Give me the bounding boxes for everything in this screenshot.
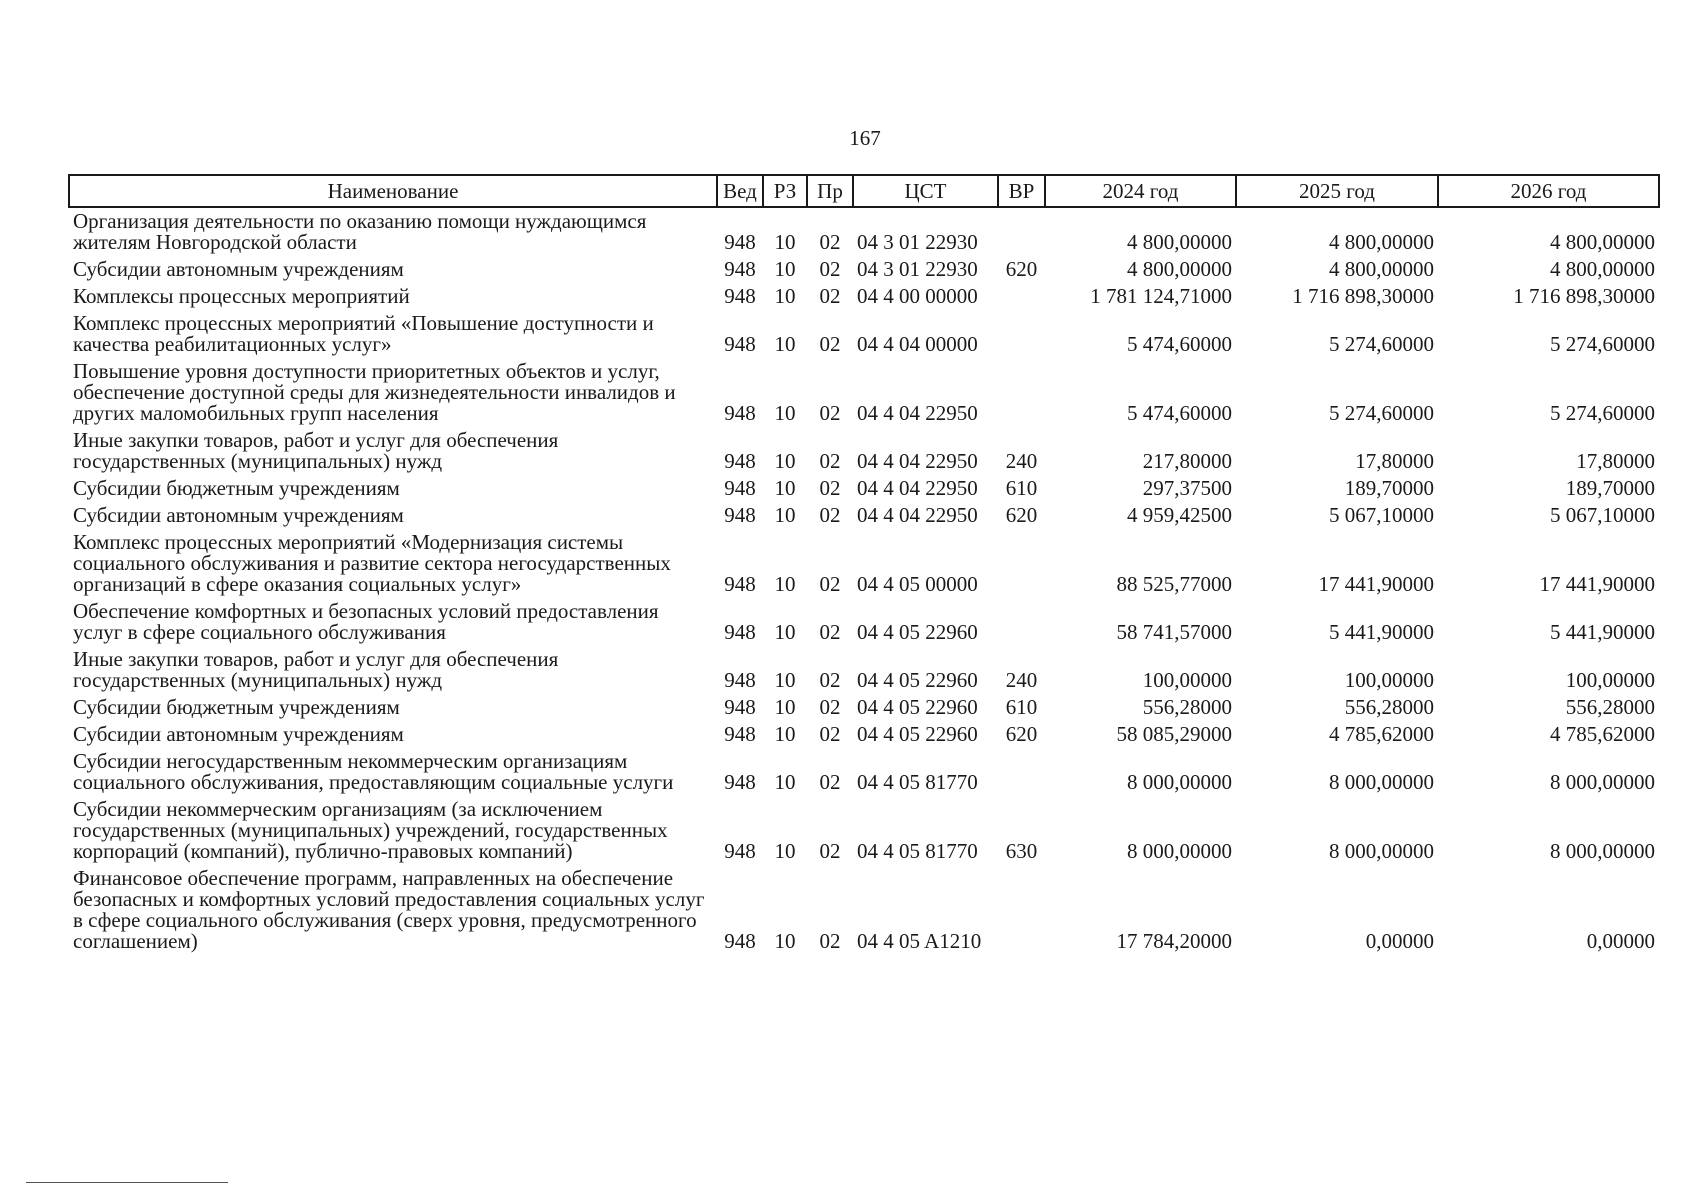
table-row <box>69 748 1659 796</box>
cell-name: Субсидии некоммерческим организациям (за исключением государственных (муниципальных) учреждений, государственных корпораций (компаний), публично-правовых компаний) <box>73 797 668 863</box>
table-row <box>69 283 1659 310</box>
cell-2025: 8 000,00000 <box>1329 839 1434 863</box>
cell-rz: 10 <box>774 722 796 746</box>
cell-cst: 04 4 04 22950 <box>857 503 978 527</box>
cell-pr: 02 <box>819 449 841 473</box>
cell-pr: 02 <box>819 620 841 644</box>
cell-rz: 10 <box>774 401 796 425</box>
cell-name: Комплекс процессных мероприятий «Модернизация системы социального обслуживания и развитие сектора негосударственных организаций в сфере оказания социальных услуг» <box>73 530 671 596</box>
cell-cst: 04 4 05 22960 <box>857 695 978 719</box>
cell-ved: 948 <box>724 839 756 863</box>
cell-cst: 04 3 01 22930 <box>857 257 978 281</box>
cell-2024: 4 959,42500 <box>1127 503 1232 527</box>
table-row <box>69 646 1659 694</box>
cell-2024: 1 781 124,71000 <box>1090 284 1232 308</box>
cell-vr <box>998 358 1045 427</box>
cell-rz: 10 <box>774 668 796 692</box>
cell-cst: 04 4 05 00000 <box>857 572 978 596</box>
table-row <box>69 256 1659 283</box>
cell-rz: 10 <box>774 770 796 794</box>
table-row <box>69 865 1659 955</box>
cell-2026: 5 441,90000 <box>1550 620 1655 644</box>
cell-pr: 02 <box>819 284 841 308</box>
cell-ved: 948 <box>724 695 756 719</box>
cell-pr: 02 <box>819 230 841 254</box>
cell-ved: 948 <box>724 668 756 692</box>
cell-ved: 948 <box>724 620 756 644</box>
cell-2024: 297,37500 <box>1142 476 1232 500</box>
cell-name: Субсидии бюджетным учреждениям <box>73 695 400 719</box>
table-body <box>69 207 1659 955</box>
cell-name: Субсидии автономным учреждениям <box>73 257 404 281</box>
cell-ved: 948 <box>724 770 756 794</box>
cell-vr: 610 <box>1005 695 1038 719</box>
cell-2025: 4 800,00000 <box>1329 257 1434 281</box>
header-row <box>69 175 1659 207</box>
cell-2026: 17 441,90000 <box>1539 572 1655 596</box>
cell-rz: 10 <box>774 620 796 644</box>
cell-pr: 02 <box>819 401 841 425</box>
cell-name: Повышение уровня доступности приоритетных объектов и услуг, обеспечение доступной среды для жизнедеятельности инвалидов и других маломобильных групп населения <box>73 359 676 425</box>
cell-ved: 948 <box>724 401 756 425</box>
header-2024: 2024 год <box>1045 175 1236 207</box>
header-2025: 2025 год <box>1236 175 1438 207</box>
cell-2026: 8 000,00000 <box>1550 770 1655 794</box>
cell-2024: 8 000,00000 <box>1127 770 1232 794</box>
cell-2024: 17 784,20000 <box>1116 929 1232 953</box>
cell-pr: 02 <box>819 332 841 356</box>
cell-pr: 02 <box>819 503 841 527</box>
header-vr: ВР <box>998 175 1045 207</box>
cell-name: Комплекс процессных мероприятий «Повышение доступности и качества реабилитационных услуг» <box>73 311 654 356</box>
cell-name: Комплексы процессных мероприятий <box>73 284 410 308</box>
cell-rz: 10 <box>774 257 796 281</box>
table-row <box>69 310 1659 358</box>
cell-vr: 620 <box>1005 257 1038 281</box>
cell-2025: 0,00000 <box>1365 929 1434 953</box>
cell-2025: 1 716 898,30000 <box>1292 284 1434 308</box>
cell-ved: 948 <box>724 503 756 527</box>
cell-vr <box>998 598 1045 646</box>
table-row <box>69 207 1659 256</box>
header-pr: Пр <box>807 175 853 207</box>
cell-2025: 4 800,00000 <box>1329 230 1434 254</box>
cell-2026: 4 785,62000 <box>1550 722 1655 746</box>
cell-2024: 58 085,29000 <box>1116 722 1232 746</box>
cell-2025: 4 785,62000 <box>1329 722 1434 746</box>
cell-2025: 5 274,60000 <box>1329 401 1434 425</box>
cell-vr: 240 <box>1005 449 1038 473</box>
cell-2024: 4 800,00000 <box>1127 230 1232 254</box>
cell-2026: 556,28000 <box>1565 695 1655 719</box>
cell-name: Субсидии автономным учреждениям <box>73 503 404 527</box>
cell-name: Субсидии бюджетным учреждениям <box>73 476 400 500</box>
cell-cst: 04 4 00 00000 <box>857 284 978 308</box>
cell-2026: 5 274,60000 <box>1550 401 1655 425</box>
cell-2024: 4 800,00000 <box>1127 257 1232 281</box>
table-row <box>69 529 1659 598</box>
cell-2024: 8 000,00000 <box>1127 839 1232 863</box>
cell-pr: 02 <box>819 572 841 596</box>
cell-ved: 948 <box>724 722 756 746</box>
cell-name: Финансовое обеспечение программ, направленных на обеспечение безопасных и комфортных условий предоставления социальных услуг в сфере социального обслуживания (сверх уровня, предусмотренного соглашением) <box>73 866 705 953</box>
cell-pr: 02 <box>819 770 841 794</box>
cell-2025: 5 067,10000 <box>1329 503 1434 527</box>
cell-cst: 04 4 04 22950 <box>857 449 978 473</box>
cell-cst: 04 4 05 22960 <box>857 620 978 644</box>
cell-cst: 04 4 05 22960 <box>857 668 978 692</box>
cell-2026: 1 716 898,30000 <box>1513 284 1655 308</box>
cell-2024: 556,28000 <box>1142 695 1232 719</box>
cell-2025: 5 441,90000 <box>1329 620 1434 644</box>
table-row <box>69 694 1659 721</box>
cell-rz: 10 <box>774 449 796 473</box>
cell-rz: 10 <box>774 572 796 596</box>
cell-ved: 948 <box>724 929 756 953</box>
cell-rz: 10 <box>774 332 796 356</box>
footer-divider <box>26 1182 228 1183</box>
table-row <box>69 358 1659 427</box>
cell-2025: 8 000,00000 <box>1329 770 1434 794</box>
cell-cst: 04 4 04 00000 <box>857 332 978 356</box>
cell-2026: 5 274,60000 <box>1550 332 1655 356</box>
cell-vr <box>998 283 1045 310</box>
cell-ved: 948 <box>724 257 756 281</box>
cell-vr: 630 <box>1005 839 1038 863</box>
cell-rz: 10 <box>774 695 796 719</box>
cell-vr: 610 <box>1005 476 1038 500</box>
table-row <box>69 475 1659 502</box>
cell-ved: 948 <box>724 476 756 500</box>
cell-2026: 5 067,10000 <box>1550 503 1655 527</box>
cell-cst: 04 4 05 81770 <box>857 839 978 863</box>
cell-cst: 04 4 04 22950 <box>857 476 978 500</box>
cell-2025: 5 274,60000 <box>1329 332 1434 356</box>
header-name: Наименование <box>69 175 717 207</box>
cell-pr: 02 <box>819 668 841 692</box>
cell-pr: 02 <box>819 929 841 953</box>
cell-2026: 100,00000 <box>1565 668 1655 692</box>
cell-2026: 4 800,00000 <box>1550 230 1655 254</box>
cell-name: Иные закупки товаров, работ и услуг для обеспечения государственных (муниципальных) нужд <box>73 647 559 692</box>
cell-rz: 10 <box>774 230 796 254</box>
cell-2026: 8 000,00000 <box>1550 839 1655 863</box>
table-row <box>69 502 1659 529</box>
cell-pr: 02 <box>819 257 841 281</box>
cell-2024: 5 474,60000 <box>1127 332 1232 356</box>
cell-name: Субсидии негосударственным некоммерческим организациям социального обслуживания, предоставляющим социальные услуги <box>73 749 674 794</box>
cell-pr: 02 <box>819 476 841 500</box>
budget-table <box>68 174 1660 955</box>
cell-cst: 04 4 05 22960 <box>857 722 978 746</box>
cell-cst: 04 4 05 81770 <box>857 770 978 794</box>
cell-pr: 02 <box>819 695 841 719</box>
cell-vr <box>998 207 1045 256</box>
cell-2024: 88 525,77000 <box>1116 572 1232 596</box>
page-number: 167 <box>849 126 881 150</box>
cell-2025: 100,00000 <box>1344 668 1434 692</box>
cell-pr: 02 <box>819 722 841 746</box>
cell-2026: 4 800,00000 <box>1550 257 1655 281</box>
header-cst: ЦСТ <box>853 175 998 207</box>
cell-vr <box>998 310 1045 358</box>
cell-rz: 10 <box>774 284 796 308</box>
table-row <box>69 598 1659 646</box>
header-2026: 2026 год <box>1438 175 1659 207</box>
cell-cst: 04 3 01 22930 <box>857 230 978 254</box>
cell-rz: 10 <box>774 929 796 953</box>
cell-cst: 04 4 04 22950 <box>857 401 978 425</box>
cell-ved: 948 <box>724 284 756 308</box>
cell-name: Субсидии автономным учреждениям <box>73 722 404 746</box>
cell-vr <box>998 748 1045 796</box>
cell-vr: 620 <box>1005 503 1038 527</box>
table-row <box>69 721 1659 748</box>
cell-ved: 948 <box>724 230 756 254</box>
table-row <box>69 796 1659 865</box>
cell-vr: 240 <box>1005 668 1038 692</box>
cell-2024: 5 474,60000 <box>1127 401 1232 425</box>
table-header <box>69 175 1659 207</box>
cell-2025: 556,28000 <box>1344 695 1434 719</box>
cell-name: Обеспечение комфортных и безопасных условий предоставления услуг в сфере социального обслуживания <box>73 599 659 644</box>
cell-pr: 02 <box>819 839 841 863</box>
cell-2026: 189,70000 <box>1565 476 1655 500</box>
cell-cst: 04 4 05 A1210 <box>857 929 982 953</box>
cell-2025: 189,70000 <box>1344 476 1434 500</box>
cell-vr <box>998 865 1045 955</box>
cell-2024: 217,80000 <box>1142 449 1232 473</box>
header-ved: Вед <box>717 175 763 207</box>
table-row <box>69 427 1659 475</box>
cell-2025: 17,80000 <box>1355 449 1434 473</box>
cell-ved: 948 <box>724 572 756 596</box>
cell-rz: 10 <box>774 503 796 527</box>
cell-2024: 100,00000 <box>1142 668 1232 692</box>
cell-name: Иные закупки товаров, работ и услуг для обеспечения государственных (муниципальных) нужд <box>73 428 559 473</box>
cell-2025: 17 441,90000 <box>1318 572 1434 596</box>
header-rz: РЗ <box>763 175 807 207</box>
cell-2026: 17,80000 <box>1576 449 1655 473</box>
cell-name: Организация деятельности по оказанию помощи нуждающимся жителям Новгородской области <box>73 209 647 254</box>
cell-ved: 948 <box>724 449 756 473</box>
cell-ved: 948 <box>724 332 756 356</box>
cell-rz: 10 <box>774 839 796 863</box>
cell-2026: 0,00000 <box>1586 929 1655 953</box>
cell-vr: 620 <box>1005 722 1038 746</box>
cell-rz: 10 <box>774 476 796 500</box>
cell-2024: 58 741,57000 <box>1116 620 1232 644</box>
cell-vr <box>998 529 1045 598</box>
